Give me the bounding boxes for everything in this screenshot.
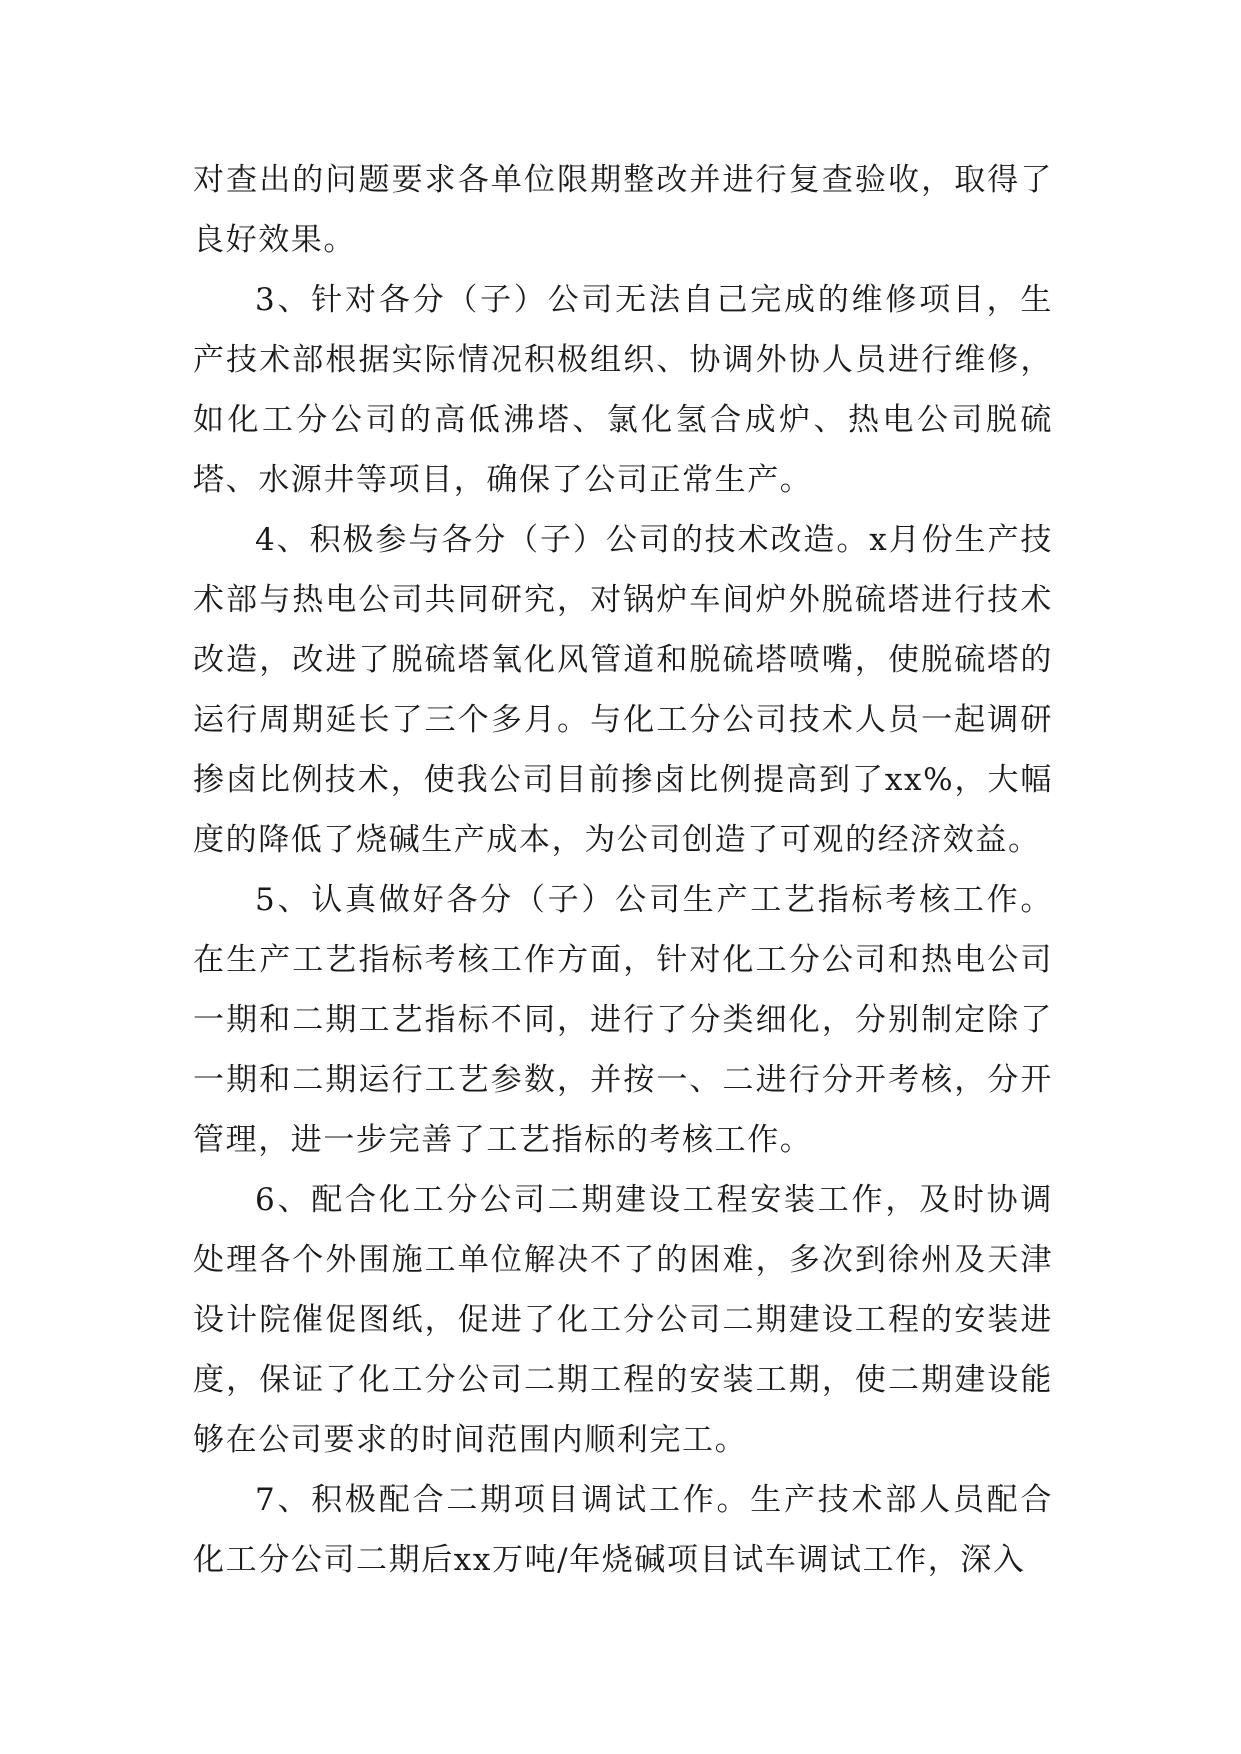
paragraph-item-5: 5、认真做好各分（子）公司生产工艺指标考核工作。在生产工艺指标考核工作方面，针对化工分公司和热电公司一期和二期工艺指标不同，进行了分类细化，分别制定除了一期和二期运行工艺参数，并按一、二进行分开考核，分开管理，进一步完善了工艺指标的考核工作。 (193, 882, 1053, 1158)
paragraph-item-7: 7、积极配合二期项目调试工作。生产技术部人员配合化工分公司二期后xx万吨/年烧碱项目试车调试工作，深入 (193, 1482, 1053, 1578)
paragraph-item-6: 6、配合化工分公司二期建设工程安装工作，及时协调处理各个外围施工单位解决不了的困难，多次到徐州及天津设计院催促图纸，促进了化工分公司二期建设工程的安装进度，保证了化工分公司二期工程的安装工期，使二期建设能够在公司要求的时间范围内顺利完工。 (193, 1182, 1053, 1458)
paragraph-item-3: 3、针对各分（子）公司无法自己完成的维修项目，生产技术部根据实际情况积极组织、协调外协人员进行维修，如化工分公司的高低沸塔、氯化氢合成炉、热电公司脱硫塔、水源井等项目，确保了公司正常生产。 (193, 282, 1053, 498)
document-body (193, 150, 1053, 1590)
paragraph-item-4: 4、积极参与各分（子）公司的技术改造。x月份生产技术部与热电公司共同研究，对锅炉车间炉外脱硫塔进行技术改造，改进了脱硫塔氧化风管道和脱硫塔喷嘴，使脱硫塔的运行周期延长了三个多月。与化工分公司技术人员一起调研掺卤比例技术，使我公司目前掺卤比例提高到了xx%，大幅度的降低了烧碱生产成本，为公司创造了可观的经济效益。 (193, 522, 1053, 858)
paragraph-continued: 对查出的问题要求各单位限期整改并进行复查验收，取得了良好效果。 (193, 162, 1053, 258)
